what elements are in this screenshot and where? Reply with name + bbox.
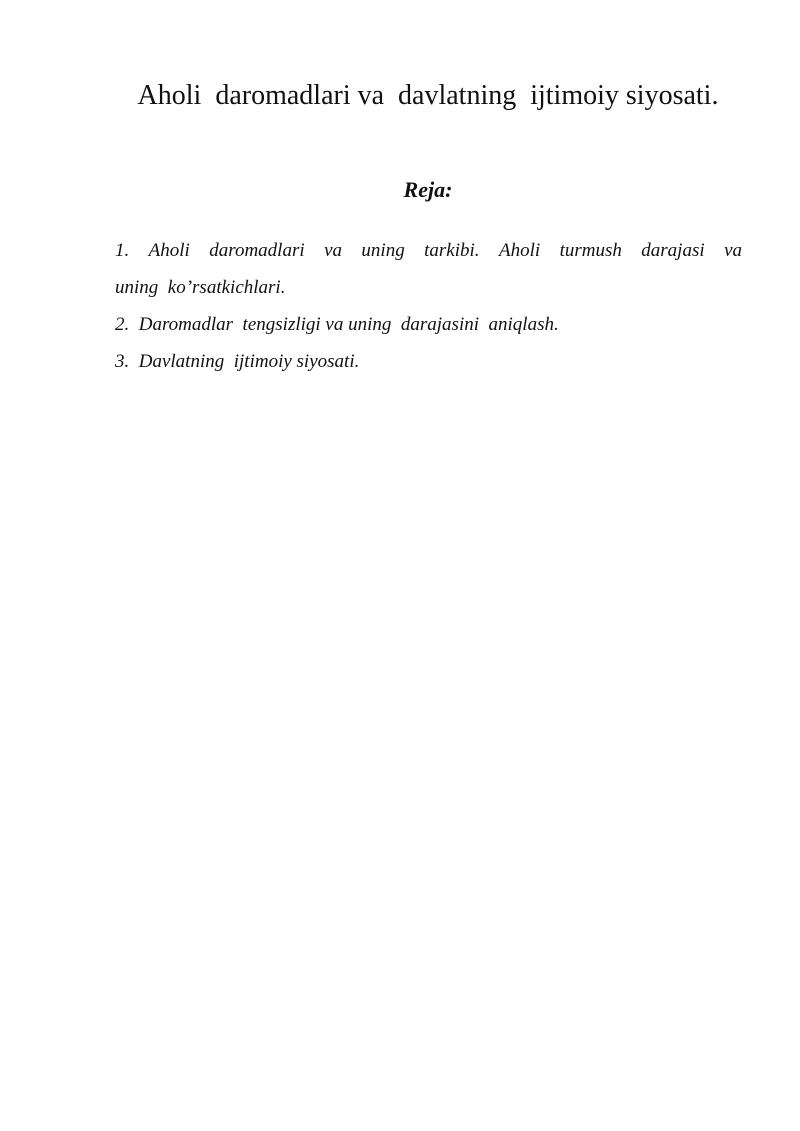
plan-word: va <box>724 240 742 261</box>
plan-item-1-line-2: uning ko’rsatkichlari. <box>115 277 286 298</box>
plan-word: uning <box>361 240 405 261</box>
plan-heading: Reja: <box>403 177 453 202</box>
plan-word: va <box>324 240 342 261</box>
plan-word: daromadlari <box>209 240 305 261</box>
plan-word: 1. <box>115 240 130 261</box>
plan-word: tarkibi. <box>424 240 480 261</box>
plan-word: darajasi <box>641 240 705 261</box>
plan-item-3 <box>115 343 742 380</box>
plan-item-1-line-1 <box>115 232 742 269</box>
plan-word: Aholi <box>498 240 541 261</box>
plan-list <box>115 232 742 380</box>
plan-word: turmush <box>559 240 622 261</box>
document-title: Aholi daromadlari va davlatning ijtimoiy siyosati. <box>137 80 719 111</box>
plan-item-2-text: 2. Daromadlar tengsizligi va uning darajasini aniqlash. <box>115 314 559 335</box>
plan-item-1 <box>115 232 742 306</box>
plan-word: Aholi <box>148 240 190 261</box>
plan-item-2 <box>115 306 742 343</box>
plan-item-3-text: 3. Davlatning ijtimoiy siyosati. <box>115 351 360 372</box>
